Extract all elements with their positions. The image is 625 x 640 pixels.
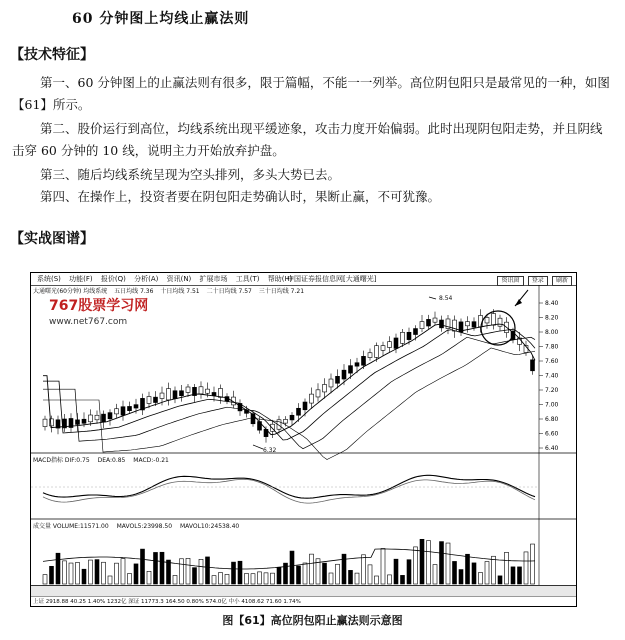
candlestick [121,401,125,421]
volume-bar [199,559,203,584]
volume-bar [160,552,164,584]
menu-function[interactable]: 功能(F) [69,275,93,283]
y-axis-ticks [539,300,559,452]
volume-bar [186,558,190,584]
candlestick [440,316,444,332]
volume-bar [394,559,398,584]
volume-bar [219,573,223,584]
page-title: 60 分钟图上均线止赢法则 [72,11,250,27]
volume-bar [368,565,372,584]
menu-tools[interactable]: 工具(T) [235,275,260,283]
volume-bar [82,569,86,584]
candlestick [108,409,112,425]
volume-bar [401,575,405,584]
volume-bar [102,562,106,584]
volume-bar [290,551,294,584]
volume-bar [362,555,366,584]
app-title: 中国证券报信息网[大通曙光] [287,275,377,283]
ma5-legend: 五日均线 7.36 [114,288,154,295]
candlestick [180,385,184,402]
volume-bar [206,557,210,584]
volume-bar [50,566,54,584]
candlestick [141,394,145,415]
volume-bar [69,563,73,584]
practice-heading: 【实战图谱】 [10,231,94,247]
volume-bar [466,554,470,584]
ma-line-2 [43,330,535,441]
volume-bar [180,559,184,584]
features-heading: 【技术特征】 [10,47,94,63]
status-line: 上证 2918.88 40.25 1.40% 1232亿 深证 11773.3 164.50 0.80% 574.0亿 中小 4108.62 71.60 1.74% [33,599,301,605]
volume-bar [225,574,229,584]
candlestick [102,411,106,429]
y-tick-label: 6.60 [545,430,559,438]
dea-line [43,479,535,503]
volume-bar [193,568,197,584]
macd-dif: MACD指标 DIF:0.75 [33,457,90,464]
candlestick [173,386,177,403]
volume-bar [433,565,437,584]
volume-bar [154,552,158,584]
volume-bar [355,573,359,584]
macd-lines [31,475,539,503]
candlestick [323,378,327,398]
y-tick-label: 7.60 [545,358,559,365]
stock-chart-screenshot [30,272,577,607]
volume-bar [407,560,411,584]
volume-bar [134,564,138,584]
candlestick [433,312,437,326]
menu-market[interactable]: 扩展市场 [199,275,228,283]
candlestick [128,402,132,414]
volume-bar [167,560,171,584]
chart-canvas [31,273,576,606]
candlestick [401,329,405,347]
volume-bar [375,576,379,584]
figure-caption: 图【61】高位阴包阳止赢法则示意图 [222,614,403,627]
volume-bar [297,566,301,584]
volume-bar [245,573,249,584]
volume-bar [238,561,242,584]
volume-bar [251,574,255,584]
moving-averages [43,324,535,459]
volume-bar [63,561,67,584]
volume-bar [414,547,418,584]
candlestick [368,348,372,360]
volume-bar [524,552,528,584]
candlestick [427,315,431,329]
high-price-label: 8.54 [439,295,453,302]
candlestick [43,416,47,431]
volume-bar [128,574,132,584]
volume-bar [277,567,281,584]
volume-legend [33,521,245,530]
ma10-legend: 十日均线 7.51 [160,288,200,295]
y-tick-label: 7.80 [545,343,559,351]
ma-line-3 [43,337,535,449]
volume-bar [264,573,268,584]
menu-news[interactable]: 资讯(N) [166,275,192,283]
volume-bar [336,564,340,584]
candlestick [69,413,73,432]
menu-help[interactable]: 帮助(H) [267,275,293,283]
volume-bar [173,575,177,584]
volume-bar [56,553,60,584]
candlestick [290,412,294,425]
candlestick [329,374,333,394]
watermark-url: www.net767.com [49,317,128,327]
candlestick [193,384,197,403]
volume-bar [115,563,119,584]
candlestick [316,383,320,401]
candlestick [167,383,171,406]
info-window-button[interactable]: 资讯窗 [497,276,523,286]
volume-bar [427,541,431,584]
volume-bar [498,576,502,584]
candlestick [459,319,463,336]
volume-bar [518,567,522,584]
paragraph-2: 第二、股价运行到高位，均线系统出现平缓迹象，攻击力度开始偏弱。此时出现阴包阳走势，并且阴线击穿 60 分钟的 10 线，说明主力开始放弃护盘。 [12,121,603,158]
ma-legend-title: 大通曙光(60分钟) 均线系统 [33,288,108,295]
candlestick [310,387,314,408]
macd-dea: DEA:0.85 [97,457,126,464]
volume-bar [95,560,99,584]
mavol5: MAVOL5:23998.50 [116,523,173,530]
volume-bar [479,573,483,584]
refresh-button[interactable]: 刷新 [552,276,572,286]
volume-bar [89,560,93,584]
menu-quote[interactable]: 报价(Q) [100,275,126,283]
paragraph-3: 第三、随后均线系统呈现为空头排列，多头大势已去。 [40,167,341,182]
status-bar [31,585,576,606]
volume-bar [141,549,145,584]
volume-bar [440,542,444,584]
candlestick [453,316,457,338]
volume-bar [349,570,353,584]
volume-bar [76,562,80,584]
volume-bar [505,552,509,584]
volume-bar [511,567,515,584]
volume-bar [388,575,392,584]
volume-bar [459,570,463,584]
candlesticks [43,309,535,443]
ma-line-1 [43,324,535,435]
volume-value: 成交量 VOLUME:11571.00 [33,523,109,530]
candlestick [238,399,242,416]
candlestick [388,336,392,352]
volume-bar [147,571,151,584]
volume-bars [43,539,535,584]
macd-legend [33,455,175,464]
highlight-circle [481,311,515,345]
login-button[interactable]: 登录 [528,276,548,286]
volume-bar [323,563,327,584]
arrow-head [515,299,522,306]
y-tick-label: 6.40 [545,445,559,452]
paragraph-4: 第四、在操作上，投资者要在阴包阳走势确认时，果断止赢，不可犹豫。 [40,189,441,204]
volume-bar [121,559,125,584]
volume-bar [258,572,262,584]
volume-bar [232,562,236,584]
y-tick-label: 7.00 [545,401,559,409]
candlestick [381,342,385,357]
volume-bar [472,563,476,584]
y-tick-label: 7.20 [545,387,559,394]
volume-bar [446,543,450,584]
volume-bar [271,573,275,584]
volume-bar [310,554,314,584]
volume-bar [329,573,333,584]
y-tick-label: 8.20 [545,314,559,322]
ma-line-4 [43,348,535,460]
candlestick [56,416,60,435]
candlestick [95,410,99,423]
candlestick [199,381,203,398]
candlestick [420,315,424,332]
volume-bar [342,554,346,584]
candlestick [498,315,502,331]
macd-value: MACD:-0.21 [133,457,169,464]
volume-bar [420,539,424,584]
volume-bar [381,548,385,584]
candlestick [232,391,236,409]
volume-bar [531,544,535,584]
paragraph-1: 第一、60 分钟图上的止赢法则有很多，限于篇幅，不能一一列举。高位阴包阳只是最常见的一种，如图【61】所示。 [12,75,610,112]
volume-bar [492,556,496,584]
dif-line [43,475,535,498]
volume-bar [303,563,307,584]
watermark-brand: 767股票学习网 [49,298,149,314]
volume-bar [453,561,457,584]
candlestick [186,384,190,397]
y-tick-label: 7.40 [545,372,559,380]
low-price-label: 6.32 [263,447,277,454]
volume-bar [485,562,489,584]
menu-system[interactable]: 系统(S) [37,275,61,283]
mavol10: MAVOL10:24538.40 [179,523,240,530]
y-tick-label: 6.80 [545,416,559,423]
volume-bar [212,576,216,584]
volume-bar [108,576,112,584]
ma30-legend: 三十日均线 7.21 [258,288,305,295]
volume-bar [43,575,47,584]
ma20-legend: 二十日均线 7.57 [206,288,252,295]
menu-analysis[interactable]: 分析(A) [134,275,159,283]
y-tick-label: 8.00 [545,329,559,336]
candlestick [115,404,119,418]
y-tick-label: 8.40 [545,300,559,307]
